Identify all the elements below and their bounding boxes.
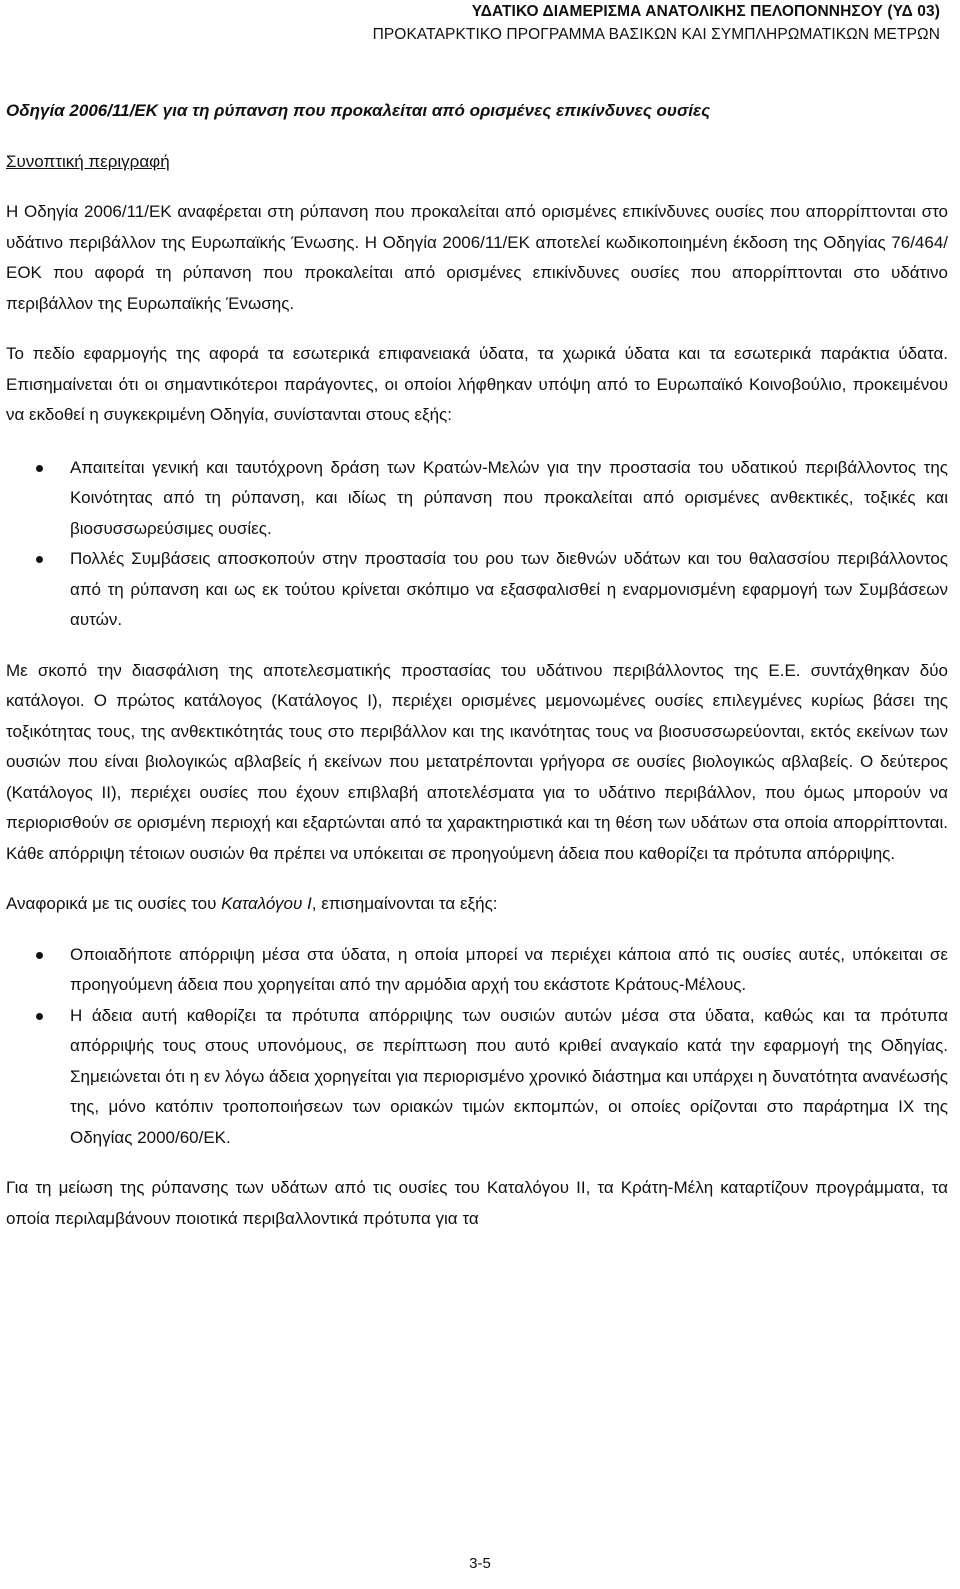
bullet-icon (36, 556, 43, 563)
section-subtitle: Συνοπτική περιγραφή (6, 151, 170, 171)
page-number: 3-5 (469, 1555, 491, 1572)
section-title: Οδηγία 2006/11/ΕΚ για τη ρύπανση που προκαλείται από ορισμένες επικίνδυνες ουσίες (6, 101, 711, 120)
factors-list (6, 453, 948, 636)
page-header (373, 0, 940, 46)
paragraph-intro: Η Οδηγία 2006/11/ΕΚ αναφέρεται στη ρύπανση που προκαλείται από ορισμένες επικίνδυνες ουσίες που απορρίπτονται στο υδάτινο περιβάλλον της Ευρωπαϊκής Ένωσης. Η Οδηγία 2006/11/ΕΚ αποτελεί κωδικοποιημένη έκδοση της Οδηγίας 76/464/ΕΟΚ που αφορά τη ρύπανση που προκαλείται από ορισμένες επικίνδυνες ουσίες που απορρίπτονται στο υδάτινο περιβάλλον της Ευρωπαϊκής Ένωσης. (6, 202, 948, 313)
paragraph-lists: Με σκοπό την διασφάλιση της αποτελεσματικής προστασίας του υδάτινου περιβάλλοντος της Ε.Ε. συντάχθηκαν δύο κατάλογοι. Ο πρώτος κατάλογος (Κατάλογος Ι), περιέχει ορισμένες μεμονωμένες ουσίες επιλεγμένες κυρίως βάσει της τοξικότητας τους, της ανθεκτικότητάς τους στο περιβάλλον και της ικανότητας τους να βιοσυσσωρεύονται, εκτός εκείνων των ουσιών που είναι βιολογικώς αβλαβείς ή εκείνων που μετατρέπονται γρήγορα σε ουσίες βιολογικώς αβλαβείς. Ο δεύτερος (Κατάλογος ΙΙ), περιέχει ουσίες που έχουν επιβλαβή αποτελέσματα για το υδάτινο περιβάλλον, που όμως μπορούν να περιορισθούν σε ορισμένη περιοχή και εξαρτώνται από τα χαρακτηριστικά και τη θέση των υδάτων στα οποία απορρίπτονται. Κάθε απόρριψη τέτοιων ουσιών θα πρέπει να υπόκειται σε προηγούμενη άδεια που καθορίζει τα πρότυπα απόρριψης. (6, 660, 948, 863)
list-item: Απαιτείται γενική και ταυτόχρονη δράση των Κρατών-Μελών για την προστασία του υδατικού περιβάλλοντος της Κοινότητας από τη ρύπανση, και ιδίως τη ρύπανση που προκαλείται από ορισμένες ανθεκτικές, τοξικές και βιοσυσσωρεύσιμες ουσίες. (6, 453, 948, 545)
paragraph-scope: Το πεδίο εφαρμογής της αφορά τα εσωτερικά επιφανειακά ύδατα, τα χωρικά ύδατα και τα εσωτερικά παράκτια ύδατα. Επισημαίνεται ότι οι σημαντικότεροι παράγοντες, οι οποίοι λήφθηκαν υπόψη από το Ευρωπαϊκό Κοινοβούλιο, προκειμένου να εκδοθεί η συγκεκριμένη Οδηγία, συνίστανται στους εξής: (6, 344, 948, 424)
document-body (6, 96, 948, 1234)
header-programme: ΠΡΟΚΑΤΑΡΚΤΙΚΟ ΠΡΟΓΡΑΜΜΑ ΒΑΣΙΚΩΝ ΚΑΙ ΣΥΜΠΛΗΡΩΜΑΤΙΚΩΝ ΜΕΤΡΩΝ (372, 26, 940, 43)
list-item: Η άδεια αυτή καθορίζει τα πρότυπα απόρριψης των ουσιών αυτών μέσα στα ύδατα, καθώς και τα πρότυπα απόρριψής τους στους υπονόμους, σε περίπτωση που αυτό κριθεί αναγκαίο κατά την εφαρμογή της Οδηγίας. Σημειώνεται ότι η εν λόγω άδεια χορηγείται για περιορισμένο χρονικό διάστημα και υπάρχει η δυνατότητα ανανέωσής της, μόνο κατόπιν τροποποιήσεων των οριακών τιμών εκπομπών, οι οποίες ορίζονται στο παράρτημα IX της Οδηγίας 2000/60/ΕΚ. (6, 1001, 948, 1154)
paragraph-list-ii: Για τη μείωση της ρύπανσης των υδάτων από τις ουσίες του Καταλόγου ΙΙ, τα Κράτη-Μέλη καταρτίζουν προγράμματα, τα οποία περιλαμβάνουν ποιοτικά περιβαλλοντικά πρότυπα για τα (6, 1178, 948, 1228)
paragraph-list-i: Αναφορικά με τις ουσίες του Καταλόγου Ι, επισημαίνονται τα εξής: (6, 894, 498, 913)
bullet-icon (36, 1013, 43, 1020)
bullet-icon (36, 952, 43, 959)
bullet-icon (36, 465, 43, 472)
header-district: ΥΔΑΤΙΚΟ ΔΙΑΜΕΡΙΣΜΑ ΑΝΑΤΟΛΙΚΗΣ ΠΕΛΟΠΟΝΝΗΣΟΥ (ΥΔ 03) (471, 3, 940, 20)
list-item: Οποιαδήποτε απόρριψη μέσα στα ύδατα, η οποία μπορεί να περιέχει κάποια από τις ουσίες αυτές, υπόκειται σε προηγούμενη άδεια που χορηγείται από την αρμόδια αρχή του εκάστοτε Κράτους-Μέλους. (6, 940, 948, 1001)
list-item: Πολλές Συμβάσεις αποσκοπούν στην προστασία του ρου των διεθνών υδάτων και του θαλασσίου περιβάλλοντος από τη ρύπανση και ως εκ τούτου κρίνεται σκόπιμο να εξασφαλισθεί η εναρμονισμένη εφαρμογή των Συμβάσεων αυτών. (6, 544, 948, 636)
list-i-items (6, 940, 948, 1154)
